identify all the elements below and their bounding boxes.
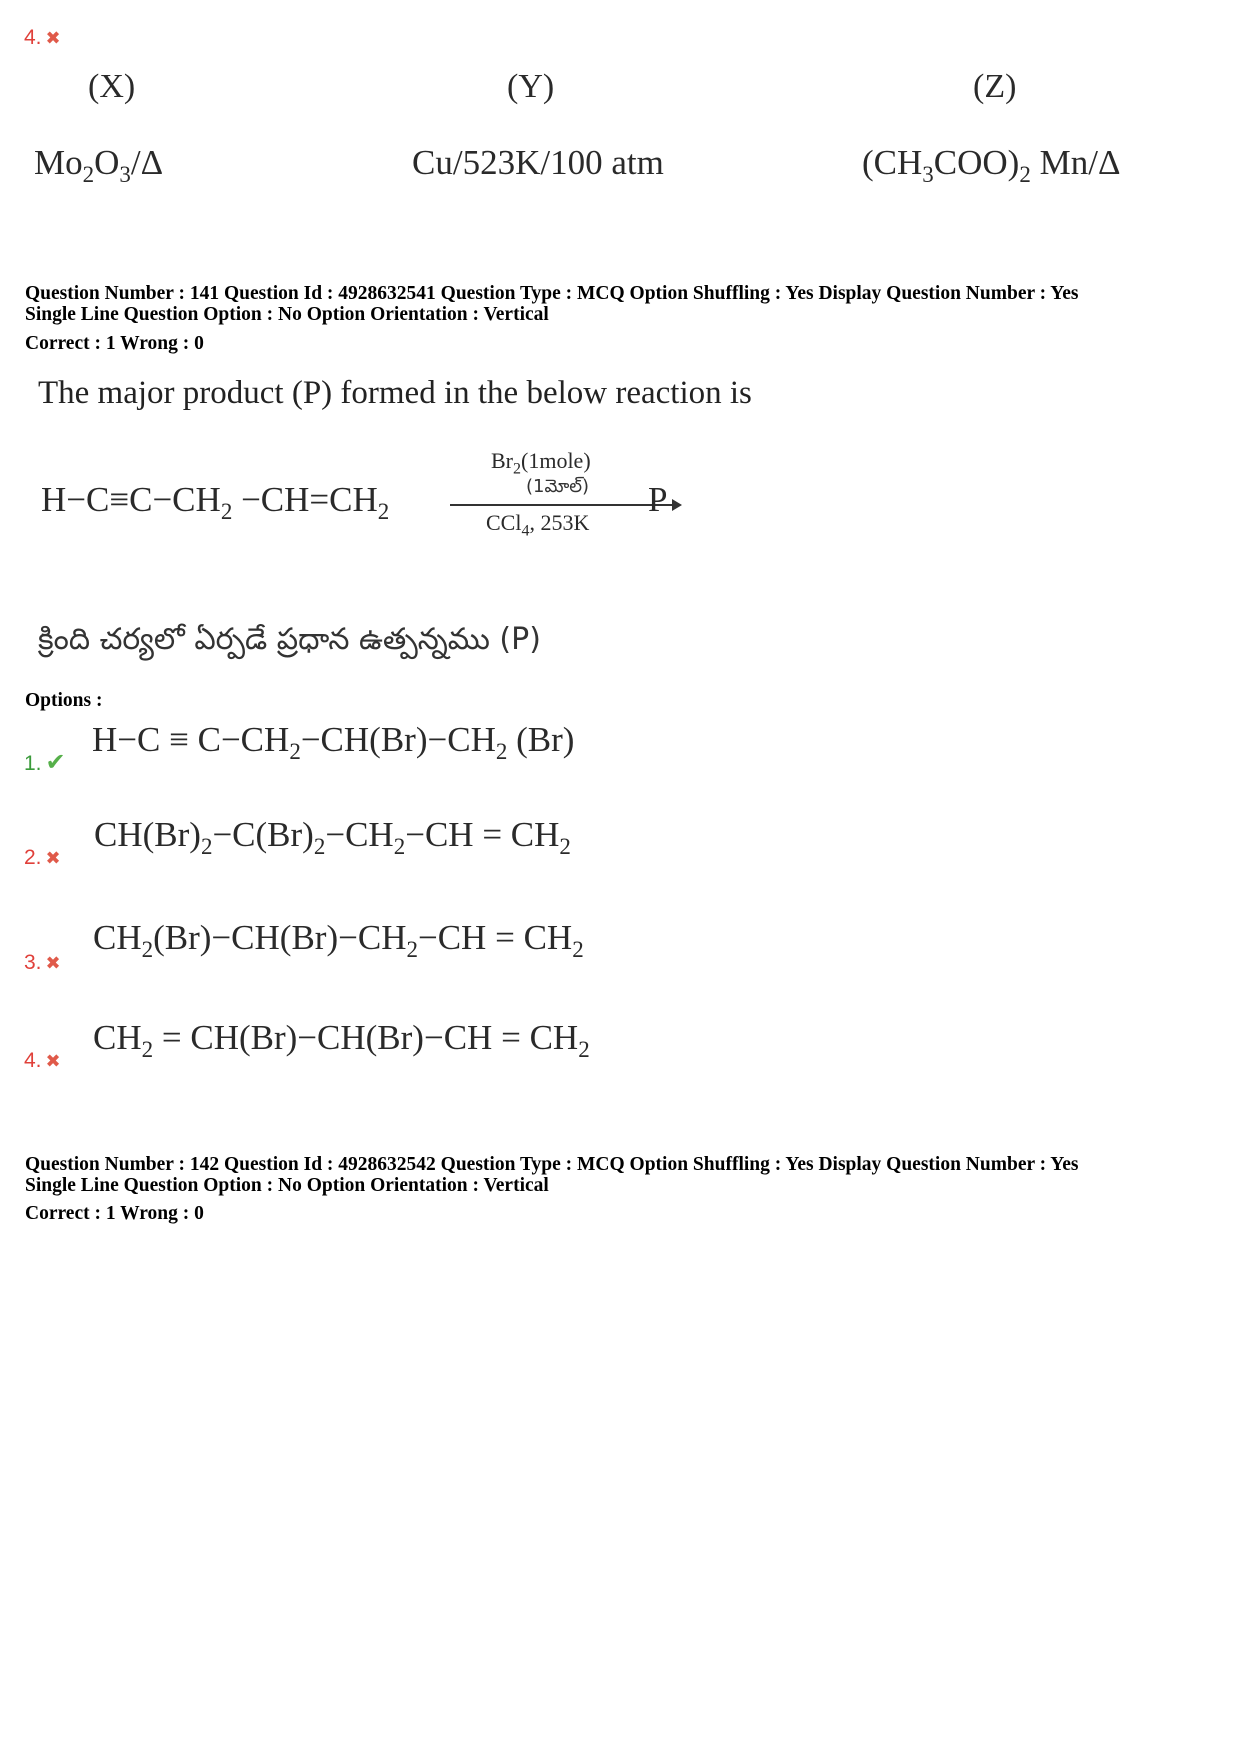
option-1-marker [24, 748, 66, 776]
check-icon: ✔ [45, 748, 66, 776]
reagent-above: $Br_2(1mole)$ [491, 448, 591, 478]
reagent-z: $(CH_3COO)_2$ Mn/Δ [862, 143, 1121, 188]
reaction-arrow [450, 504, 680, 506]
cross-icon: ✖ [45, 1051, 61, 1072]
reagent-above-telugu: (1మోల్) [526, 476, 590, 497]
option-2-marker [24, 846, 61, 870]
header-x: (X) [88, 68, 136, 105]
option-number: 1. [24, 752, 42, 775]
option-3-marker [24, 951, 61, 975]
reagent-x: $Mo_2O_3/\Delta$ [34, 143, 164, 188]
option-number: 3. [24, 951, 42, 974]
option-3-formula[interactable]: $CH_2(Br)-CH(Br)-CH_2-CH = CH_2$ [93, 918, 584, 963]
reagent-y: Cu/523K/100 atm [412, 143, 664, 182]
option-number: 2. [24, 846, 42, 869]
reagent-below: CCl$_4$, 253K [486, 510, 590, 540]
options-label: Options : [25, 690, 103, 711]
option-1-formula[interactable]: $H-C \equiv C-CH_2-CH(Br)-CH_2$ (Br) [92, 720, 575, 765]
option-number: 4. [24, 26, 42, 49]
option-4-formula[interactable]: $CH_2 = CH(Br)-CH(Br)-CH = CH_2$ [93, 1018, 590, 1063]
cross-icon: ✖ [45, 848, 61, 869]
prev-option-4 [24, 26, 61, 50]
marks-info: Correct : 1 Wrong : 0 [25, 333, 204, 354]
header-z: (Z) [973, 68, 1017, 105]
option-4-marker [24, 1049, 61, 1073]
option-number: 4. [24, 1049, 42, 1072]
cross-icon: ✖ [45, 28, 61, 49]
question-text-telugu: క్రింది చర్యలో ఏర్పడే ప్రధాన ఉత్పన్నము (P) [38, 622, 541, 657]
reaction-equation [36, 448, 676, 538]
reactant: $H-C\equiv C-CH_2 -CH=CH_2$ [41, 480, 390, 525]
header-y: (Y) [507, 68, 555, 105]
cross-icon: ✖ [45, 953, 61, 974]
question-text-english: The major product (P) formed in the below reaction is [38, 375, 752, 411]
option-2-formula[interactable]: $CH(Br)_2-C(Br)_2-CH_2-CH = CH_2$ [94, 815, 571, 860]
question-meta-142: Question Number : 142 Question Id : 4928632542 Question Type : MCQ Option Shuffling : Yes Display Question Number : Yes Single Line Question Option : No Option Orientation : Vertical [25, 1154, 1079, 1196]
arrow-head [672, 499, 682, 511]
product: P [648, 480, 668, 519]
marks-info-142: Correct : 1 Wrong : 0 [25, 1203, 204, 1224]
question-meta: Question Number : 141 Question Id : 4928632541 Question Type : MCQ Option Shuffling : Yes Display Question Number : Yes Single Line Question Option : No Option Orientation : Vertical [25, 283, 1079, 325]
